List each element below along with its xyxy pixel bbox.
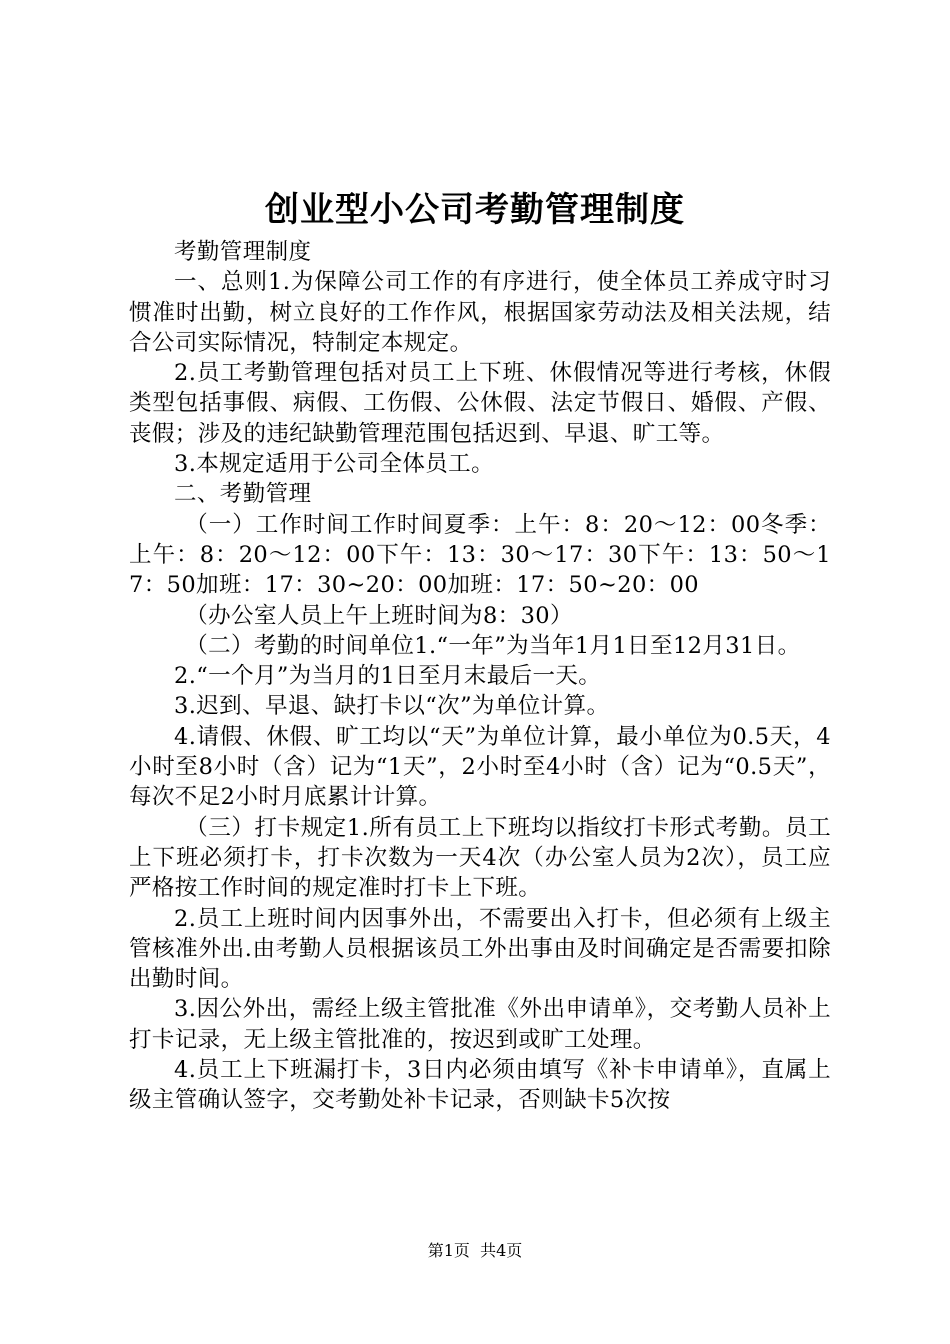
paragraph-clock-in-3: 3.因公外出，需经上级主管批准《外出申请单》，交考勤人员补上打卡记录，无上级主管批准的，按迟到或旷工处理。 (129, 996, 831, 1053)
paragraph-time-unit-2: 2.“一个月”为当月的1日至月末最后一天。 (174, 663, 602, 690)
page-number-label: 第1页 共4页 (427, 1241, 523, 1260)
document-title: 创业型小公司考勤管理制度 (265, 190, 685, 230)
paragraph-general-2: 2.员工考勤管理包括对员工上下班、休假情况等进行考核，休假类型包括事假、病假、工伤假、公休假、法定节假日、婚假、产假、丧假；涉及的违纪缺勤管理范围包括迟到、早退、旷工等。 (129, 360, 831, 447)
paragraph-heading: 考勤管理制度 (174, 239, 312, 265)
paragraph-work-hours: （一）工作时间工作时间夏季：上午：8：20～12：00冬季：上午：8：20～12：00下午：13：30～17：30下午：13：50～17：50加班：17：30~20：00加班：17：50~20：00 (129, 511, 831, 599)
paragraph-general-3: 3.本规定适用于公司全体员工。 (174, 451, 494, 478)
paragraph-clock-in-1: （三）打卡规定1.所有员工上下班均以指纹打卡形式考勤。员工上下班必须打卡，打卡次数为一天4次（办公室人员为2次），员工应严格按工作时间的规定准时打卡上下班。 (129, 814, 831, 902)
paragraph-time-unit-1: （二）考勤的时间单位1.“一年”为当年1月1日至12月31日。 (185, 632, 801, 659)
paragraph-time-unit-3: 3.迟到、早退、缺打卡以“次”为单位计算。 (174, 693, 610, 720)
paragraph-clock-in-4: 4.员工上下班漏打卡，3日内必须由填写《补卡申请单》，直属上级主管确认签字，交考勤处补卡记录，否则缺卡5次按 (129, 1057, 831, 1114)
document-body (129, 237, 831, 1116)
page-footer (0, 1239, 950, 1263)
paragraph-general-1: 一、总则1.为保障公司工作的有序进行，使全体员工养成守时习惯准时出勤，树立良好的工作作风，根据国家劳动法及相关法规，结合公司实际情况，特制定本规定。 (129, 269, 831, 356)
paragraph-section-2: 二、考勤管理 (174, 481, 312, 508)
paragraph-clock-in-2: 2.员工上班时间内因事外出，不需要出入打卡，但必须有上级主管核准外出.由考勤人员根据该员工外出事由及时间确定是否需要扣除出勤时间。 (129, 905, 831, 993)
paragraph-time-unit-4: 4.请假、休假、旷工均以“天”为单位计算，最小单位为0.5天，4小时至8小时（含）记为“1天”，2小时至4小时（含）记为“0.5天”，每次不足2小时月底累计计算。 (129, 723, 831, 811)
paragraph-office-hours: （办公室人员上午上班时间为8：30） (185, 602, 573, 629)
